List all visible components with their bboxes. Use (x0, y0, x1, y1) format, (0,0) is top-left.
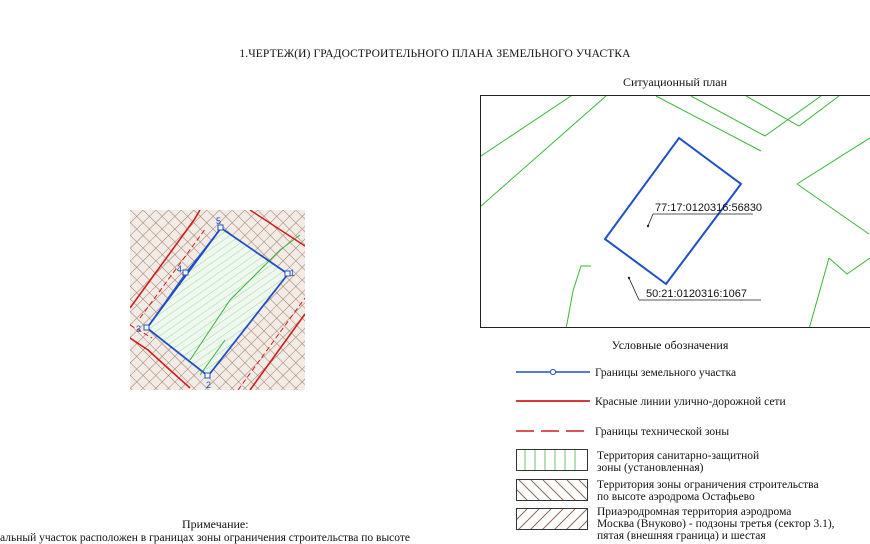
legend-red-lines-symbol (515, 394, 591, 408)
legend-vnukovo-zone-label: Приаэродромная территория аэродрома Москва (Внуково) - подзоны третья (сектор 3.1), пятая (внешняя граница) и шестая (597, 506, 835, 542)
vertex-label-2: 2 (206, 380, 212, 390)
legend-vnukovo-zone-swatch (516, 508, 588, 530)
parcel-cadastral-number-other: 50:21:0120316:1067 (646, 288, 747, 300)
parcel-cadastral-number-main: 77:17:0120316:56830 (655, 202, 763, 214)
legend-tech-zone-label: Границы технической зоны (595, 426, 730, 438)
vertex-marker (205, 373, 210, 378)
vertex-label-3: 3 (136, 324, 142, 334)
situation-plan-title: Ситуационный план (622, 75, 727, 89)
situation-plan-map (480, 95, 870, 328)
page-title: 1.ЧЕРТЕЖ(И) ГРАДОСТРОИТЕЛЬНОГО ПЛАНА ЗЕМЕЛЬНОГО УЧАСТКА (239, 48, 631, 60)
vertex-label-4: 4 (177, 264, 183, 274)
note-text: альный участок расположен в границах зоны ограничения строительства по высоте (0, 532, 411, 544)
legend-ostafyevo-zone-swatch (516, 479, 588, 501)
legend-parcel-boundary-label: Границы земельного участка (595, 367, 737, 379)
note-title: Примечание: (182, 517, 249, 531)
vertex-marker (144, 325, 149, 330)
legend-red-lines-label: Красные линии улично-дорожной сети (595, 396, 786, 408)
legend-sanitary-zone-swatch (516, 449, 588, 471)
legend-sanitary-zone-label: Территория санитарно-защитной зоны (установленная) (597, 450, 760, 474)
legend-title: Условные обозначения (611, 338, 729, 352)
parcel-drawing-svg (130, 210, 305, 390)
situation-map-svg (481, 96, 870, 328)
legend-parcel-boundary-symbol (515, 365, 591, 379)
vertex-label-5: 5 (216, 216, 222, 226)
vertex-label-1: 1 (290, 268, 296, 278)
legend-tech-zone-symbol (515, 424, 591, 438)
parcel-drawing (130, 210, 305, 390)
legend-ostafyevo-zone-label: Территория зоны ограничения строительства по высоте аэродрома Остафьево (597, 479, 819, 503)
vertex-marker (183, 270, 188, 275)
